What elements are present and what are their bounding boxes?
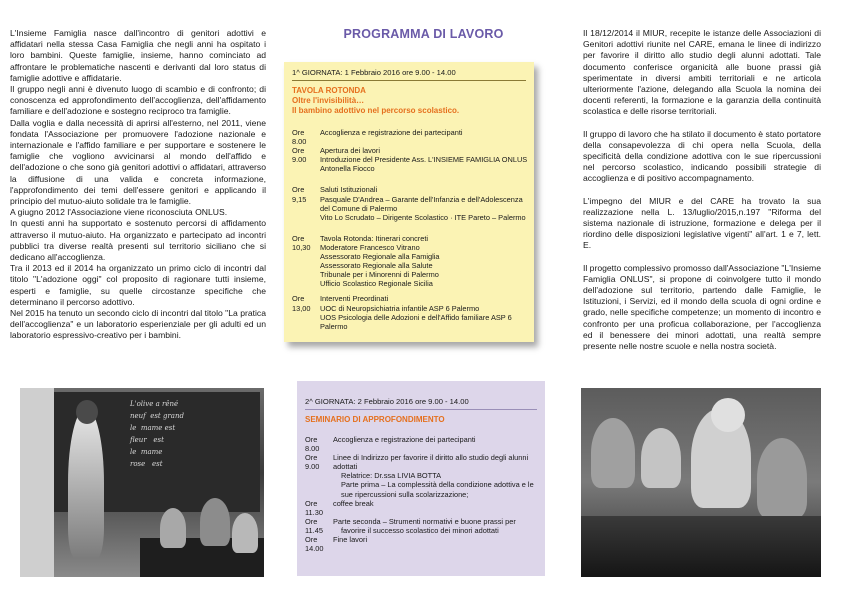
classroom-teacher-photo <box>20 388 264 577</box>
schedule-row <box>292 146 534 173</box>
schedule-row <box>292 234 534 289</box>
student-figure <box>160 508 186 548</box>
schedule-line: Tavola Rotonda: Itinerari concreti <box>320 233 429 243</box>
left-paragraph-6: Tra il 2013 ed il 2014 ha organizzato un primo ciclo di incontri dal titolo "L'adozione oggi" col proposito di ragionare tutti insieme, esperti e famiglie, su quelle circostanze specifiche che determinano il percorso adottivo. <box>10 263 266 307</box>
schedule-row <box>292 294 534 330</box>
day1-title-1: TAVOLA ROTONDA <box>292 86 366 95</box>
right-paragraph-2: Il gruppo di lavoro che ha stilato il documento è stato portatore della consapevolezza di chi opera nella Scuola, della specificità della condizione adottiva con le sue ripercussioni nel percorso scolastico, indicando possibili strategie di accoglienza e di positivo accompagnamento. <box>583 128 821 184</box>
child-figure <box>641 428 681 488</box>
schedule-time: Ore 9.00 <box>292 146 307 165</box>
day1-box <box>284 62 534 342</box>
schedule-line: del Comune di Palermo <box>320 203 398 213</box>
schedule-time: Ore 9,15 <box>292 185 307 204</box>
day2-header: 2^ GIORNATA: 2 Febbraio 2016 ore 9.00 - 14.00 <box>305 397 469 406</box>
right-paragraph-1: Il 18/12/2014 il MIUR, recepite le istanze delle Associazioni di Genitori adottivi riunite nel CARE, emana le linee di indirizzo per favorire il diritto allo studio degli alunni adottati. Tale documento conferisce organicità alle buone prassi già sperimentate in diversi ambiti territoriali e ne articola ulteriormente l'azione, delegando alla Scuola la nomina dei docenti referenti, la formazione e la garanzia della continuità scolastica e delle risorse territoriali. <box>583 28 821 117</box>
day2-title: SEMINARIO DI APPROFONDIMENTO <box>305 415 445 424</box>
schedule-line: Saluti Istituzionali <box>320 185 378 195</box>
schedule-line: Interventi Preordinati <box>320 294 389 304</box>
left-paragraph-3: Dalla voglia e dalla necessità di aprirsi all'esterno, nel 2011, viene fondata l'Associazione per promuovere l'adozione nazionale e internazionale e l'affido familiare e per supportare e sostenere le famiglie che vogliono avvicinarsi al mondo dell'affido e dell'adozione o che sono già genitori adottivi o affidatari, attraverso la diffusione di una valida e concreta informazione, l'approfondimento dei temi dell'essere genitori e applicando il principio del mutuo-aiuto solidale tra le famiglie. <box>10 117 266 207</box>
child-head <box>711 398 745 432</box>
schedule-line: UOS Psicologia delle Adozioni e dell'Affido familiare ASP 6 <box>320 312 512 322</box>
right-paragraph-4: Il progetto complessivo promosso dall'Associazione "L'Insieme Famiglia ONLUS", si propone di coinvolgere tutto il mondo dell'adozione sul territorio, partendo dalle Famiglie, le Istituzioni, i Servizi, ed il mondo della scuola di ogni ordine e grado, nelle specifiche competenze; un momento di incontro e confronto per una proficua collaborazione, per l'accoglienza ed il benessere dei minori adottati, una realtà sempre presente nelle nostre scuole e nella nostra società. <box>583 262 821 352</box>
schedule-line: Parte seconda – Strumenti normativi e buone prassi per <box>333 516 516 526</box>
schedule-row <box>292 185 534 221</box>
schedule-line: Parte prima – La complessità della condizione adottiva e le <box>341 480 534 490</box>
schedule-line: Moderatore Francesco Vitrano <box>320 242 420 252</box>
schedule-line: Linee di Indirizzo per favorire il diritto allo studio degli alunni <box>333 453 529 463</box>
schedule-time: Ore 8.00 <box>292 128 307 147</box>
schedule-row <box>292 128 534 146</box>
schedule-line: UOC di Neuropsichiatria infantile ASP 6 Palermo <box>320 303 480 313</box>
schedule-line: coffee break <box>333 498 374 508</box>
schedule-row <box>305 453 545 498</box>
schedule-line: Vito Lo Scrudato – Dirigente Scolastico · ITE Pareto – Palermo <box>320 212 526 222</box>
child-figure <box>591 418 635 488</box>
schedule-line: Fine lavori <box>333 535 368 545</box>
schedule-line: Palermo <box>320 321 348 331</box>
day1-divider <box>292 80 526 81</box>
left-paragraph-5: In questi anni ha supportato e sostenuto percorsi di affidamento attraverso il mutuo-aiuto. Ha organizzato e partecipato ad incontri pubblici tra diverse realtà presenti sul territorio siciliano che si dedicano all'accoglienza. <box>10 218 266 263</box>
schedule-line: favorire il successo scolastico dei minori adottati <box>341 525 499 535</box>
left-paragraph-7: Nel 2015 ha tenuto un secondo ciclo di incontri dal titolo "La pratica dell'accoglienza" e un laboratorio esperienziale per gli adulti ed un laboratorio espressivo-creativo per i bambini. <box>10 308 266 341</box>
schedule-line: Relatrice: Dr.ssa LIVIA BOTTA <box>341 471 442 481</box>
schedule-line: Antonella Fiocco <box>320 164 375 174</box>
teacher-head <box>76 400 98 424</box>
classroom-wall <box>20 388 54 577</box>
day1-schedule <box>292 128 534 331</box>
child-figure <box>757 438 807 518</box>
schedule-line: Accoglienza e registrazione dei partecipanti <box>333 435 476 444</box>
left-column <box>10 28 266 342</box>
student-figure <box>232 513 258 553</box>
schedule-line: adottati <box>333 462 358 472</box>
schedule-time: Ore 11.30 <box>305 498 323 517</box>
schedule-line: Tribunale per i Minorenni di Palermo <box>320 270 439 280</box>
schedule-time: Ore 9.00 <box>305 453 320 472</box>
schedule-line: Introduzione del Presidente Ass. L'INSIEME FAMIGLIA ONLUS <box>320 155 528 165</box>
schedule-line: sue ripercussioni sulla scolarizzazione; <box>341 489 469 499</box>
left-paragraph-1: L'Insieme Famiglia nasce dall'incontro di genitori adottivi e affidatari nella stessa Casa Famiglia che negli anni ha ospitato i loro bambini. Queste famiglie, insieme, hanno cominciato ad affrontare le problematiche nascenti e derivanti dal loro status di famiglie adottive e affidatarie. <box>10 28 266 83</box>
left-paragraph-2: Il gruppo negli anni è divenuto luogo di scambio e di confronto; di conoscenza ed approfondimento dell'accoglienza, dell'affidamento familiare e dell'adozione e sostegno reciproco tra famiglie. <box>10 84 266 117</box>
program-title: PROGRAMMA DI LAVORO <box>343 27 504 41</box>
schedule-line: Ufficio Scolastico Regionale Sicilia <box>320 279 433 289</box>
student-figure <box>200 498 230 546</box>
schedule-line: Pasquale D'Andrea – Garante dell'Infanzia e dell'Adolescenza <box>320 194 523 204</box>
schedule-line: Accoglienza e registrazione dei partecipanti <box>320 128 463 137</box>
schedule-time: Ore 10,30 <box>292 233 311 252</box>
day2-divider <box>305 409 537 410</box>
teacher-figure <box>68 408 104 558</box>
schedule-row <box>305 535 545 553</box>
children-classroom-photo <box>581 388 821 577</box>
schedule-time: Ore 8.00 <box>305 435 320 454</box>
day1-header: 1^ GIORNATA: 1 Febbraio 2016 ore 9.00 - 14.00 <box>292 68 456 77</box>
schedule-line: Assessorato Regionale alla Famiglia <box>320 252 440 262</box>
schedule-time: Ore 14.00 <box>305 535 324 554</box>
blackboard-writing: L'olive a rêné neuf est grand le mame est fleur est le mame rose est <box>130 400 184 468</box>
schedule-time: Ore 11.45 <box>305 516 323 535</box>
school-desks <box>581 516 821 577</box>
schedule-line: Assessorato Regionale alla Salute <box>320 261 433 271</box>
schedule-row <box>305 435 545 453</box>
day2-schedule <box>305 435 545 553</box>
right-column <box>583 28 821 363</box>
day1-title-2: Oltre l'invisibilità… <box>292 96 365 105</box>
schedule-line: Apertura dei lavori <box>320 146 380 156</box>
right-paragraph-3: L'impegno del MIUR e del CARE ha trovato la sua realizzazione nella L. 13/luglio/2015,n.197 "Riforma del sistema nazionale di istruzione, formazione e delega per il riordino delle disposizioni legislative vigenti" all'art. 1 e 7, lett. E. <box>583 195 821 251</box>
schedule-time: Ore 13,00 <box>292 294 311 313</box>
day1-title-3: Il bambino adottivo nel percorso scolastico. <box>292 106 460 115</box>
left-paragraph-4: A giugno 2012 l'Associazione viene riconosciuta ONLUS. <box>10 207 228 218</box>
day2-box <box>297 381 545 576</box>
schedule-row <box>305 517 545 535</box>
schedule-row <box>305 499 545 517</box>
